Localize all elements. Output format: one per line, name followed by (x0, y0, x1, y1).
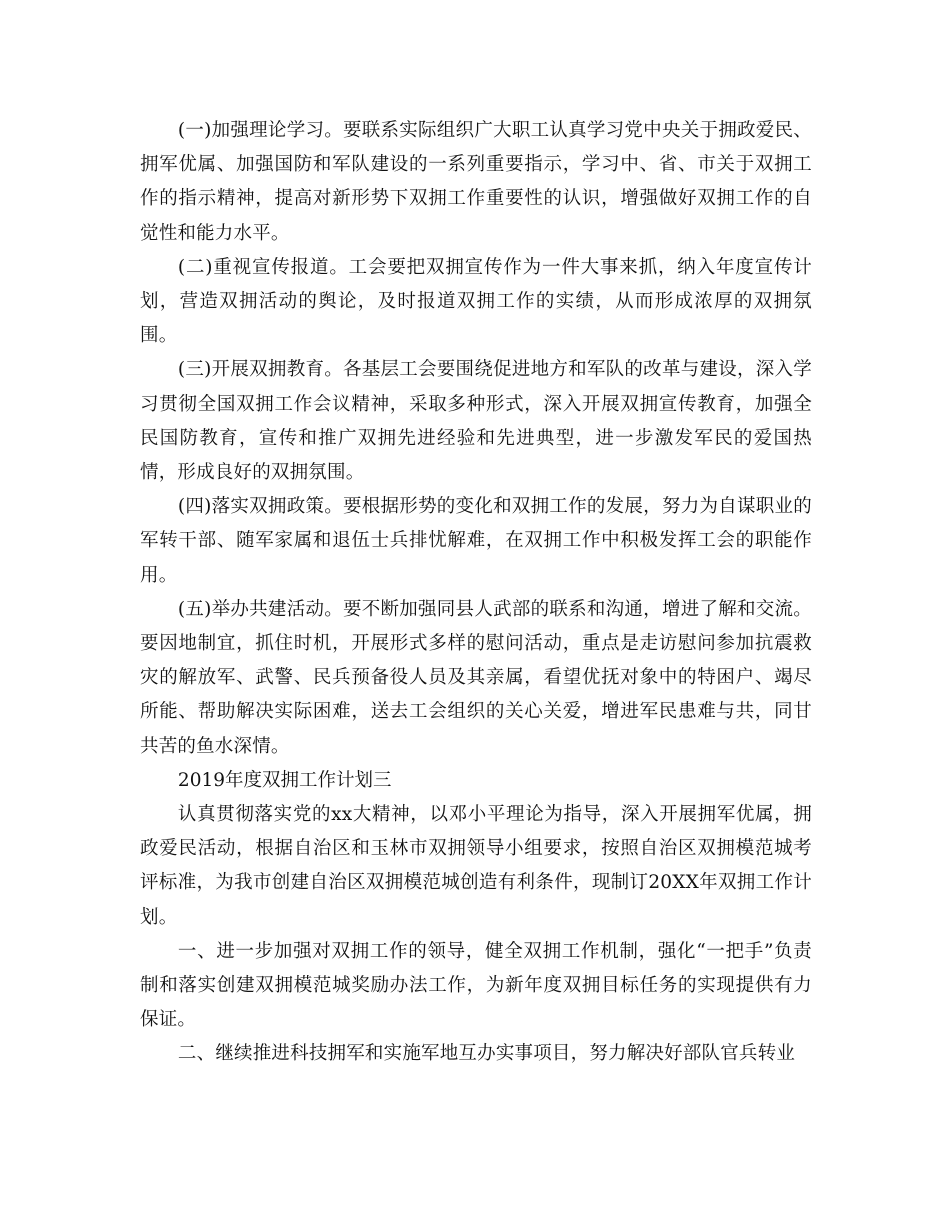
document-body (140, 114, 812, 1072)
paragraph-study: (一)加强理论学习。要联系实际组织广大职工认真学习党中央关于拥政爱民、拥军优属、加强国防和军队建设的一系列重要指示，学习中、省、市关于双拥工作的指示精神，提高对新形势下双拥工作重要性的认识，增强做好双拥工作的自觉性和能力水平。 (140, 120, 812, 244)
paragraph-item-one: 一、进一步加强对双拥工作的领导，健全双拥工作机制，强化“一把手”负责制和落实创建双拥模范城奖励办法工作，为新年度双拥目标任务的实现提供有力保证。 (140, 940, 812, 1031)
paragraph-item-two: 二、继续推进科技拥军和实施军地互办实事项目，努力解决好部队官兵转业 (177, 1043, 796, 1065)
paragraph-publicity: (二)重视宣传报道。工会要把双拥宣传作为一件大事来抓，纳入年度宣传计划，营造双拥活动的舆论，及时报道双拥工作的实绩，从而形成浓厚的双拥氛围。 (140, 256, 812, 347)
paragraph-intro: 认真贯彻落实党的xx大精神，以邓小平理论为指导，深入开展拥军优属，拥政爱民活动，根据自治区和玉林市双拥领导小组要求，按照自治区双拥模范城考评标准，为我市创建自治区双拥模范城创造有利条件，现制订20XX年双拥工作计划。 (140, 804, 812, 928)
section-heading: 2019年度双拥工作计划三 (177, 769, 392, 791)
paragraph-education: (三)开展双拥教育。各基层工会要围绕促进地方和军队的改革与建设，深入学习贯彻全国双拥工作会议精神，采取多种形式，深入开展双拥宣传教育，加强全民国防教育，宣传和推广双拥先进经验和先进典型，进一步激发军民的爱国热情，形成良好的双拥氛围。 (140, 359, 812, 484)
paragraph-policy: (四)落实双拥政策。要根据形势的变化和双拥工作的发展，努力为自谋职业的军转干部、随军家属和退伍士兵排忧解难，在双拥工作中积极发挥工会的职能作用。 (140, 496, 812, 586)
paragraph-joint-activities: (五)举办共建活动。要不断加强同县人武部的联系和沟通，增进了解和交流。要因地制宜，抓住时机，开展形式多样的慰问活动，重点是走访慰问参加抗震救灾的解放军、武警、民兵预备役人员及其亲属，看望优抚对象中的特困户、竭尽所能、帮助解决实际困难，送去工会组织的关心关爱，增进军民患难与共，同甘共苦的鱼水深情。 (140, 598, 812, 757)
